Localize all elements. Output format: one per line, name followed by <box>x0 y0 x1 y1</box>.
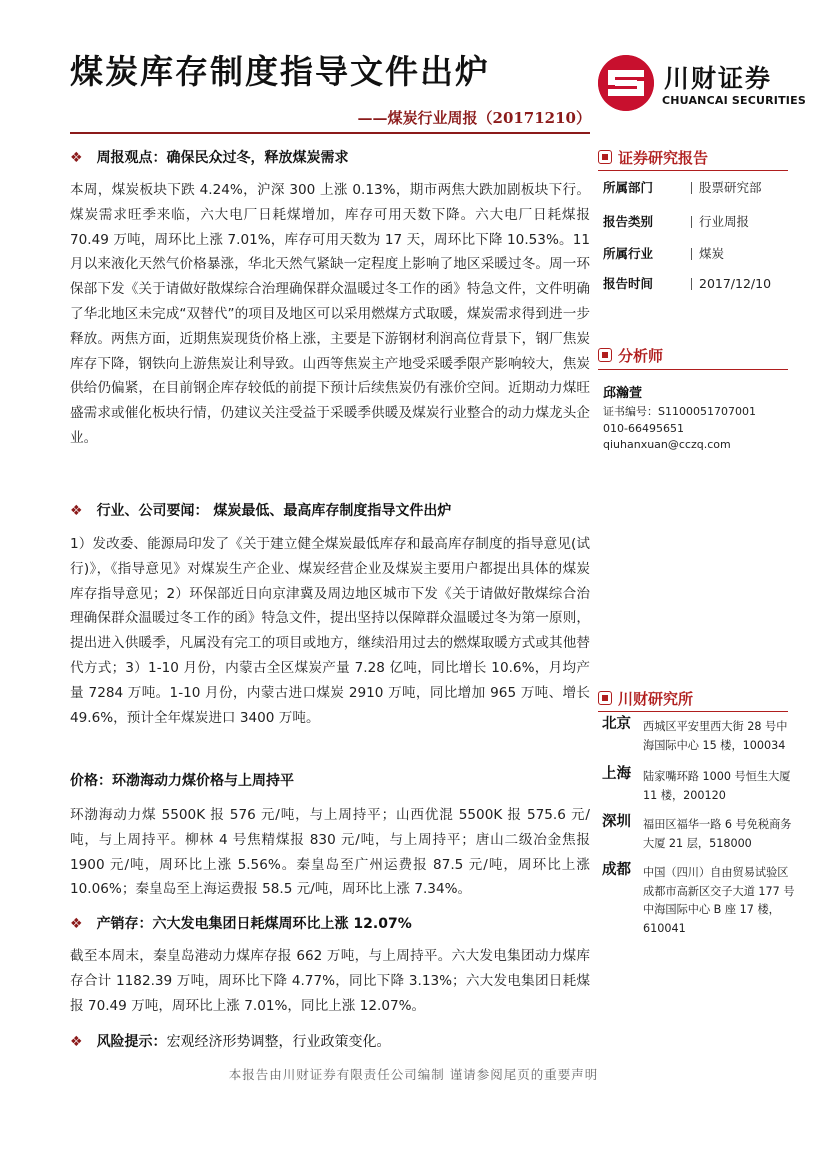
header-divider <box>70 132 590 134</box>
sidebar-institute-title: 川财研究所 <box>598 689 693 709</box>
sidebar-divider <box>598 369 788 370</box>
section-body-industry-news: 1）发改委、能源局印发了《关于建立健全煤炭最低库存和最高库存制度的指导意见(试行)》，《指导意见》对煤炭生产企业、煤炭经营企业及煤炭主要用户都提出具体的煤炭库存指导意见；2）环保部近日向京津冀及周边地区城市下发《关于请做好散煤综合治理确保群众温暖过冬工作的函》特急文件，提出坚持以保障群众温暖过冬为第一原则，提出进入供暖季，凡属没有完工的项目或地方，继续沿用过去的燃煤取暖方式或其他替代方式；3）1-10 月份，内蒙古全区煤炭产量 7.28 亿吨，同比增长 10.6%，月均产量 7284 万吨。1-10 月份，内蒙古进口煤炭 2910 万吨，同比增加 965 万吨、增长 49.6%，预计全年煤炭进口 3400 万吨。 <box>70 536 590 726</box>
diamond-bullet-icon: ❖ <box>70 503 83 519</box>
sidebar-divider <box>598 170 788 171</box>
section-heading-production-inventory: ❖ 产销存：六大发电集团日耗煤周环比上涨 12.07% <box>70 916 412 932</box>
sidebar-divider <box>598 711 788 712</box>
square-bullet-icon <box>598 150 612 164</box>
section-body-price: 环渤海动力煤 5500K 报 576 元/吨，与上周持平；山西优混 5500K 报 575.6 元/吨，与上周持平。柳林 4 号焦精煤报 830 元/吨，与上周持平；唐山二级冶金焦报 1900 元/吨，周环比上涨 5.56%。秦皇岛至广州运费报 87.5 元/吨，周环比上涨 10.06%；秦皇岛至上海运费报 58.5 元/吨，周环比上涨 7.34%。 <box>70 807 590 898</box>
section-body-production-inventory: 截至本周末，秦皇岛港动力煤库存报 662 万吨，与上周持平。六大发电集团动力煤库存合计 1182.39 万吨，周环比下降 4.77%，同比下降 3.13%；六大发电集团日耗煤报 70.49 万吨，周环比上涨 7.01%，同比上涨 12.07%。 <box>70 948 590 1014</box>
sidebar-analyst-title: 分析师 <box>598 346 663 366</box>
section-heading-weekly-view: ❖ 周报观点：确保民众过冬，释放煤炭需求 <box>70 150 349 166</box>
square-bullet-icon <box>598 691 612 705</box>
info-row-department: 所属部门 股票研究部 <box>603 180 762 195</box>
square-bullet-icon <box>598 348 612 362</box>
office-address-chengdu: 中国（四川）自由贸易试验区成都市高新区交子大道 177 号中海国际中心 B 座 17 楼，610041 <box>643 866 795 935</box>
risk-text: 宏观经济形势调整，行业政策变化。 <box>166 1034 391 1050</box>
office-address-shenzhen: 福田区福华一路 6 号免税商务大厦 21 层，518000 <box>643 818 792 850</box>
office-city-chengdu: 成都 <box>602 862 631 878</box>
office-address-shanghai: 陆家嘴环路 1000 号恒生大厦 11 楼，200120 <box>643 770 791 802</box>
info-row-date: 报告时间 2017/12/10 <box>603 276 772 291</box>
section-heading-price: 价格：环渤海动力煤价格与上周持平 <box>70 773 294 789</box>
sidebar-report-title: 证券研究报告 <box>598 148 708 168</box>
page-footer-disclaimer: 本报告由川财证券有限责任公司编制 谨请参阅尾页的重要声明 <box>228 1067 599 1082</box>
office-city-shanghai: 上海 <box>602 766 631 782</box>
office-city-beijing: 北京 <box>602 716 631 732</box>
info-row-industry: 所属行业 煤炭 <box>603 246 725 261</box>
info-row-category: 报告类别 行业周报 <box>603 214 750 229</box>
section-body-weekly-view: 本周，煤炭板块下跌 4.24%，沪深 300 上涨 0.13%，期市两焦大跌加剧板块下行。煤炭需求旺季来临，六大电厂日耗煤增加，库存可用天数下降。六大电厂日耗煤报 70.49 万吨，周环比上涨 7.01%，库存可用天数为 17 天，周环比下降 10.53%。11 月以来液化天然气价格暴涨，华北天然气紧缺一定程度上影响了地区采暖过冬。周一环保部下发《关于请做好散煤综合治理确保群众温暖过冬工作的函》特急文件，文件明确了华北地区未完成“双替代”的项目及地区可以采用燃煤方式取暖，煤炭需求得到进一步释放。两焦方面，近期焦炭现货价格上涨，主要是下游钢材利润高位背景下，钢厂焦炭库存下降，钢铁向上游焦炭让利导致。山西等焦炭主产地受采暖季限产影响较大，焦炭供给仍偏紧，在目前钢企库存较低的前提下预计后续焦炭仍有涨价空间。近期动力煤旺盛需求或催化板块行情，仍建议关注受益于采暖季供暖及煤炭行业整合的动力煤龙头企业。 <box>70 182 590 446</box>
office-address-beijing: 西城区平安里西大街 28 号中海国际中心 15 楼，100034 <box>643 720 788 752</box>
analyst-cert: 证书编号：S1100051707001 <box>603 405 756 418</box>
analyst-card <box>603 384 793 454</box>
diamond-bullet-icon: ❖ <box>70 1034 83 1050</box>
company-logo <box>598 55 806 110</box>
analyst-phone: 010-66495651 <box>603 421 684 435</box>
analyst-name: 邱瀚萱 <box>603 386 643 401</box>
analyst-email[interactable]: qiuhanxuan@cczq.com <box>603 438 731 451</box>
risk-warning <box>70 1032 391 1052</box>
risk-label: 风险提示： <box>96 1034 167 1050</box>
logo-name-cn: 川财证券 <box>664 64 773 93</box>
diamond-bullet-icon: ❖ <box>70 150 83 166</box>
report-subtitle: ——煤炭行业周报（20171210） <box>357 109 591 127</box>
office-city-shenzhen: 深圳 <box>602 814 631 830</box>
diamond-bullet-icon: ❖ <box>70 916 83 932</box>
chuancai-logo-icon <box>598 55 654 111</box>
logo-name-en: CHUANCAI SECURITIES <box>662 94 806 107</box>
report-title: 煤炭库存制度指导文件出炉 <box>70 52 490 91</box>
section-heading-industry-news: ❖ 行业、公司要闻： 煤炭最低、最高库存制度指导文件出炉 <box>70 503 452 519</box>
